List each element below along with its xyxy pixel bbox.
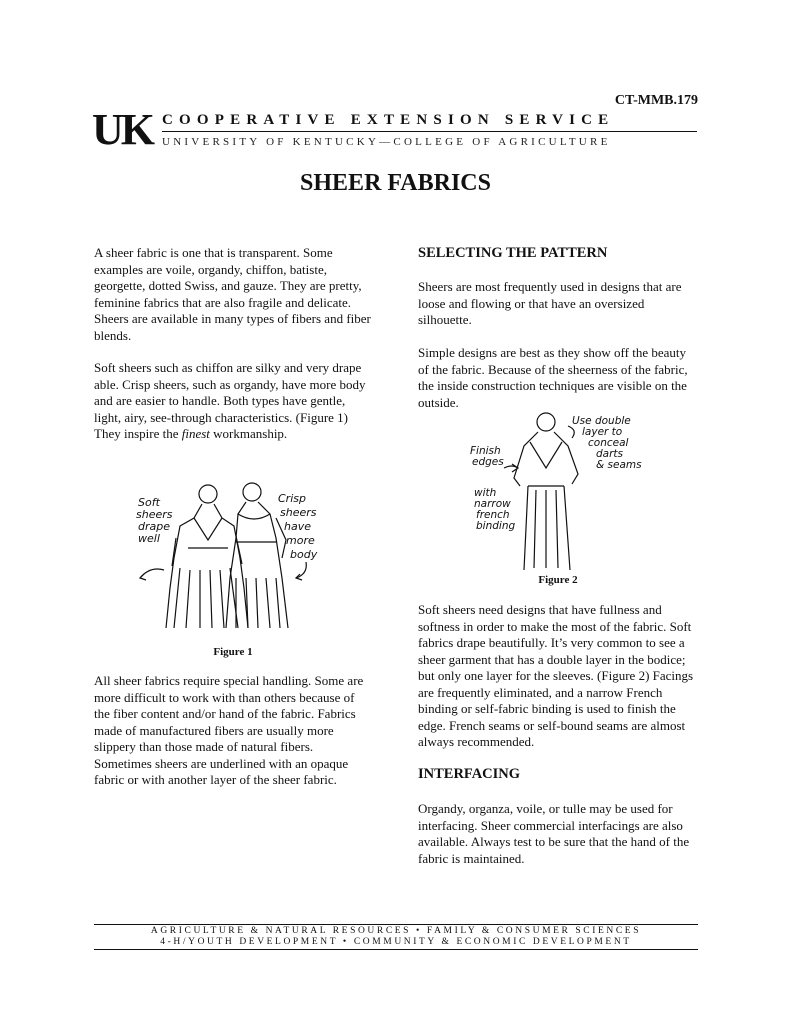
fig2-label-double-1: layer to <box>582 426 623 438</box>
fig1-label-soft-1: sheers <box>136 508 173 521</box>
page-title: SHEER FABRICS <box>300 170 491 196</box>
handling-paragraph: All sheer fabrics require special handling. Some are more difficult to work with than others because of the fiber content and/or hand of the fabric. Fabrics made of manufactured fibers are usually more slippery than those made of natural fibers. Sometimes sheers are underlined with an opaque fabric or with another layer of the sheer fabric. <box>94 673 364 787</box>
soft-crisp-paragraph <box>94 360 372 443</box>
fig2-label-double-3: darts <box>596 448 624 460</box>
section-heading-interfacing: INTERFACING <box>418 766 521 782</box>
fig2-label-finish-1: edges <box>472 456 504 468</box>
fig1-label-crisp-2: have <box>284 520 311 533</box>
fig2-label-binding-2: french <box>476 509 510 521</box>
fig2-label-double-2: conceal <box>588 437 629 449</box>
designs-paragraph: Soft sheers need designs that have fullness and softness in order to make the most of the fabric. Soft fabrics drape beautifully. It’s very common to see a sheer garment that has a double layer in the bodice; but only one layer for the sleeves. (Figure 2) Facings are frequently eliminated, and a narrow French binding or self-fabric binding is used to finish the edge. French seams or self-bound seams are almost always recommended. <box>418 602 694 749</box>
soft-crisp-text-end: workmanship. <box>209 426 288 441</box>
footer-line-2: 4-H/YOUTH DEVELOPMENT • COMMUNITY & ECONOMIC DEVELOPMENT <box>160 937 632 947</box>
soft-crisp-text: Soft sheers such as chiffon are silky and very drape able. Crisp sheers, such as organdy, have more body and are easier to handle. Both types have gentle, light, airy, see-through characteristics. (Figure 1) They inspire the <box>94 360 366 441</box>
header-rule <box>162 131 697 132</box>
fig2-label-double-0: Use double <box>572 415 631 427</box>
footer-rule-top <box>94 924 698 925</box>
fig1-label-soft-0: Soft <box>138 496 160 509</box>
fig1-label-crisp-0: Crisp <box>278 492 306 505</box>
fig2-label-double-4: & seams <box>596 459 642 471</box>
pattern-paragraph-2: Simple designs are best as they show off the beauty of the fabric. Because of the sheerness of the fabric, the inside construction techniques are visible on the outside. <box>418 345 688 410</box>
figure-1-illustration <box>130 478 340 636</box>
figure-1-caption: Figure 1 <box>213 646 253 658</box>
uk-logo: UK <box>92 105 152 154</box>
fig2-label-binding-3: binding <box>476 520 516 532</box>
fig1-label-crisp-3: more <box>286 534 315 547</box>
interfacing-paragraph: Organdy, organza, voile, or tulle may be used for interfacing. Sheer commercial interfacings are also available. Always test to be sure that the hand of the fabric is maintained. <box>418 801 690 866</box>
fig2-label-finish-0: Finish <box>470 445 501 457</box>
fig2-label-binding-1: narrow <box>474 498 511 510</box>
fig1-label-soft-2: drape <box>138 520 170 533</box>
emphasis-finest: finest <box>181 426 210 441</box>
section-heading-pattern: SELECTING THE PATTERN <box>418 245 608 261</box>
intro-paragraph: A sheer fabric is one that is transparent. Some examples are voile, organdy, chiffon, batiste, georgette, dotted Swiss, and gauze. They are pretty, feminine fabrics that are also fragile and delicate. Sheers are available in many types of fibers and fiber blends. <box>94 245 371 343</box>
figure-2-caption: Figure 2 <box>538 574 578 586</box>
fig2-label-binding-0: with <box>474 487 497 499</box>
fig1-label-crisp-4: body <box>290 548 318 561</box>
fig1-label-soft-3: well <box>138 532 160 545</box>
pattern-paragraph-1: Sheers are most frequently used in designs that are loose and flowing or that have an oversized silhouette. <box>418 279 682 327</box>
footer-line-1: AGRICULTURE & NATURAL RESOURCES • FAMILY & CONSUMER SCIENCES <box>150 926 642 936</box>
document-id: CT-MMB.179 <box>614 93 698 108</box>
footer-rule-bottom <box>94 949 698 950</box>
service-name: COOPERATIVE EXTENSION SERVICE <box>162 112 615 128</box>
fig1-label-crisp-1: sheers <box>280 506 317 519</box>
university-name: UNIVERSITY OF KENTUCKY—COLLEGE OF AGRICULTURE <box>162 136 611 148</box>
figure-2-illustration <box>468 408 658 572</box>
